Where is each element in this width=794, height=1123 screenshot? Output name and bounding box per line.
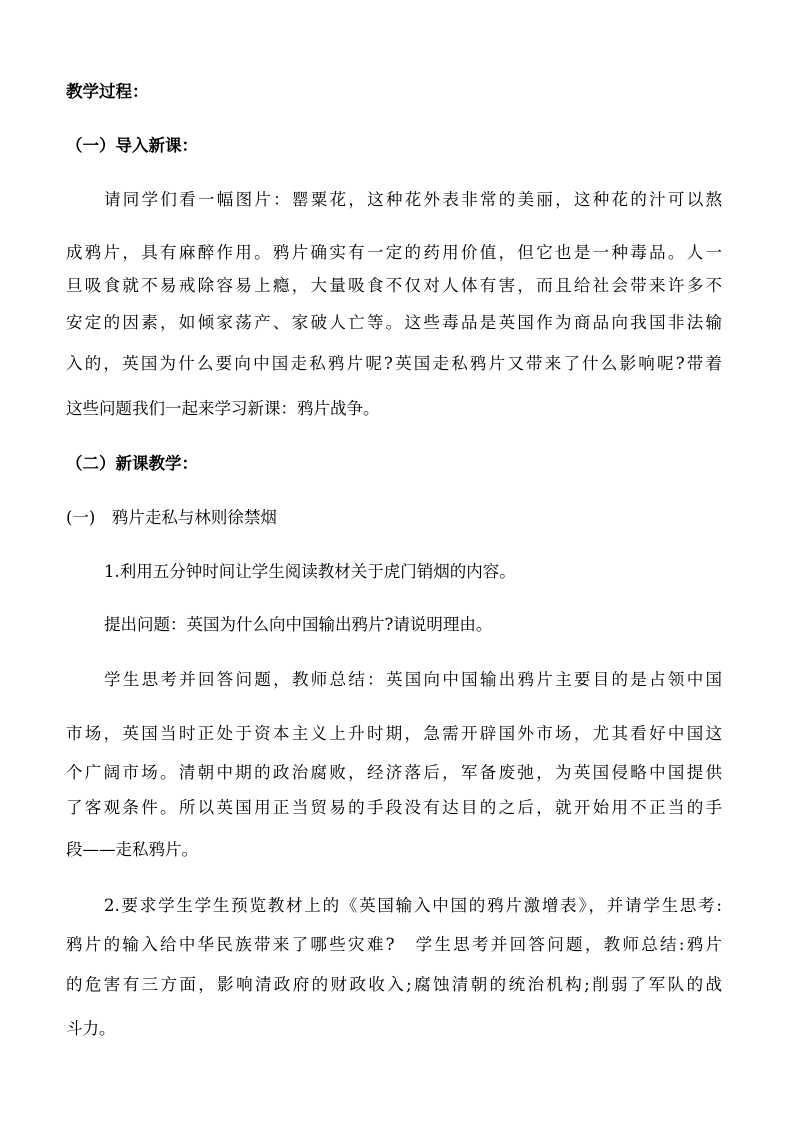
- section-heading-new-lesson: （二）新课教学：: [66, 454, 198, 473]
- subsection-heading: (一) 鸦片走私与林则徐禁烟: [66, 508, 277, 527]
- intro-paragraph-line: 入的，英国为什么要向中国走私鸦片呢?英国走私鸦片又带来了什么影响呢?带着: [66, 354, 722, 373]
- intro-paragraph-line: 旦吸食就不易戒除容易上瘾，大量吸食不仅对人体有害，而且给社会带来许多不: [66, 276, 722, 295]
- item-2-line: 斗力。: [66, 1019, 116, 1038]
- item-2-line: 2.要求学生学生预览教材上的《英国输入中国的鸦片激增表》，并请学生思考:: [104, 896, 722, 915]
- item-2-line: 鸦片的输入给中华民族带来了哪些灾难? 学生思考并回答问题，教师总结:鸦片: [66, 935, 722, 954]
- answer-paragraph-line: 学生思考并回答问题，教师总结：英国向中国输出鸦片主要目的是占领中国: [104, 670, 722, 689]
- intro-paragraph-line: 成鸦片，具有麻醉作用。鸦片确实有一定的药用价值，但它也是一种毒品。人一: [66, 243, 722, 262]
- item-2-line: 的危害有三方面，影响清政府的财政收入;腐蚀清朝的统治机构;削弱了军队的战: [66, 975, 722, 994]
- intro-paragraph-line: 请同学们看一幅图片：罂粟花，这种花外表非常的美丽，这种花的汁可以熬: [104, 190, 722, 209]
- page-title: 教学过程：: [66, 82, 149, 101]
- question-text: 提出问题：英国为什么向中国输出鸦片?请说明理由。: [104, 615, 493, 634]
- answer-paragraph-line: 了客观条件。所以英国用正当贸易的手段没有达目的之后，就开始用不正当的手: [66, 798, 722, 817]
- answer-paragraph-line: 个广阔市场。清朝中期的政治腐败，经济落后，军备废弛，为英国侵略中国提供: [66, 763, 722, 782]
- item-1: 1.利用五分钟时间让学生阅读教材关于虎门销烟的内容。: [104, 562, 516, 581]
- section-heading-intro: （一）导入新课：: [66, 136, 198, 155]
- answer-paragraph-line: 段——走私鸦片。: [66, 840, 198, 859]
- answer-paragraph-line: 市场，英国当时正处于资本主义上升时期，急需开辟国外市场，尤其看好中国这: [66, 724, 722, 743]
- intro-paragraph-line: 这些问题我们一起来学习新课：鸦片战争。: [66, 399, 380, 418]
- intro-paragraph-line: 安定的因素，如倾家荡产、家破人亡等。这些毒品是英国作为商品向我国非法输: [66, 313, 722, 332]
